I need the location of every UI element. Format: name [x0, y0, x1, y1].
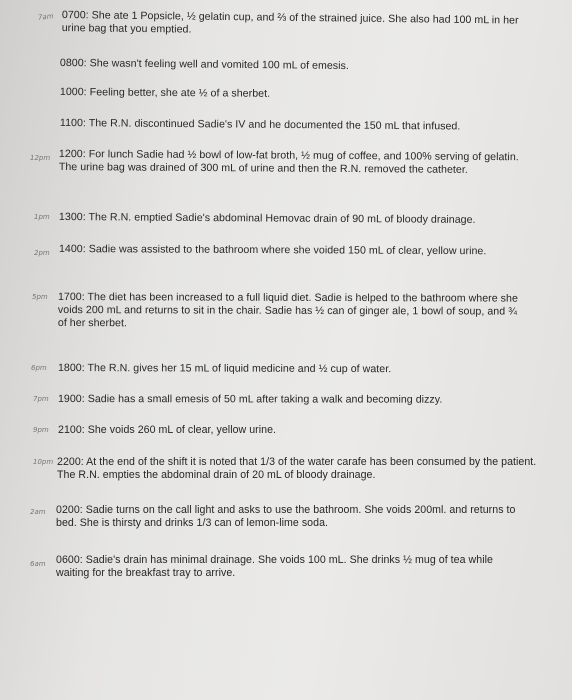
- margin-note: 6pm: [31, 364, 47, 372]
- entry-2100: [0, 424, 572, 454]
- entry-text: 1700: The diet has been increased to a full liquid diet. Sadie is helped to the bathroom where she voids 200 mL and returns to sit in the chair. Sadie has ½ can of ginger ale, 1 bowl of soup, and ¾ of her sherbet.: [57, 291, 518, 330]
- margin-note: 1pm: [34, 213, 50, 221]
- entry-text: 1200: For lunch Sadie had ½ bowl of low-fat broth, ½ mug of coffee, and 100% serving of gelatin. The urine bag was drained of 300 mL of urine and then the R.N. removed the catheter.: [58, 148, 519, 176]
- entry-text: 2200: At the end of the shift it is noted that 1/3 of the water carafe has been consumed by the patient. The R.N. empties the abdominal drain of 20 mL of bloody drainage.: [57, 456, 537, 481]
- margin-note: 5pm: [32, 293, 48, 301]
- entry-text: 1100: The R.N. discontinued Sadie's IV and he documented the 150 mL that infused.: [59, 117, 461, 133]
- margin-note: 10pm: [33, 458, 54, 466]
- entry-text: 2100: She voids 260 mL of clear, yellow urine.: [58, 424, 277, 436]
- margin-note: 7am: [37, 12, 54, 22]
- entry-text: 0700: She ate 1 Popsicle, ½ gelatin cup, and ⅔ of the strained juice. She also had 100 mL in her urine bag that you emptied.: [61, 9, 519, 36]
- entry-0600: [0, 554, 572, 584]
- entry-text: 1400: Sadie was assisted to the bathroom where she voided 150 mL of clear, yellow urine.: [58, 243, 487, 258]
- entry-1300: [0, 211, 572, 241]
- margin-note: 2am: [30, 508, 46, 516]
- entry-1200: [0, 148, 572, 178]
- entry-0700: [0, 9, 572, 39]
- entry-1900: [0, 393, 572, 423]
- entry-text: 1900: Sadie has a small emesis of 50 mL after taking a walk and becoming dizzy.: [57, 393, 443, 406]
- entry-1000: [0, 86, 572, 116]
- margin-note: 9pm: [33, 426, 49, 434]
- margin-note: 12pm: [30, 154, 51, 162]
- margin-note: 6am: [30, 560, 46, 568]
- entry-1700: [0, 291, 572, 330]
- margin-note: 7pm: [33, 395, 49, 403]
- entry-2200: [0, 456, 572, 486]
- entry-text: 1000: Feeling better, she ate ½ of a sherbet.: [59, 86, 271, 100]
- entry-1400: [0, 243, 572, 273]
- entry-1800: [0, 362, 572, 392]
- entry-0800: [0, 57, 572, 87]
- entry-text: 0600: Sadie's drain has minimal drainage. She voids 100 mL. She drinks ½ mug of tea while waiting for the breakfast tray to arrive.: [56, 554, 493, 579]
- entry-text: 0200: Sadie turns on the call light and asks to use the bathroom. She voids 200ml. and returns to bed. She is thirsty and drinks 1/3 can of lemon-lime soda.: [56, 504, 516, 529]
- margin-note: 2pm: [34, 249, 50, 257]
- entry-text: 0800: She wasn't feeling well and vomited 100 mL of emesis.: [59, 57, 349, 73]
- entry-1100: [0, 117, 572, 147]
- entry-0200: [0, 504, 572, 534]
- entry-text: 1300: The R.N. emptied Sadie's abdominal Hemovac drain of 90 mL of bloody drainage.: [58, 211, 476, 226]
- entry-text: 1800: The R.N. gives her 15 mL of liquid medicine and ½ cup of water.: [57, 362, 392, 376]
